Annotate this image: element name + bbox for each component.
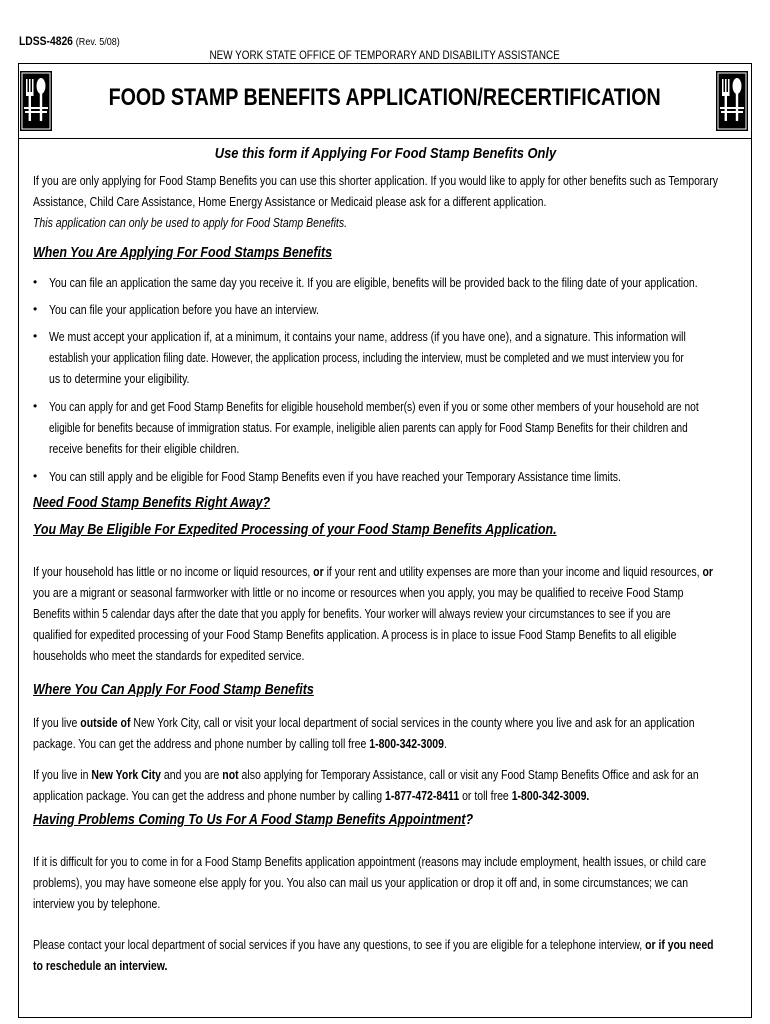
list-item-cont: establish your application filing date. However, the application process, including the interview, must be completed and we must interview you for (49, 351, 684, 365)
problems-paragraph: If it is difficult for you to come in for a Food Stamp Benefits application appointment (reasons may include employment, health issues, or child care problems), you may have someone else apply for you. You also can mail us your application or drop it off and, in some circumstances; we can interview you by telephone. (33, 855, 707, 911)
page-title: FOOD STAMP BENEFITS APPLICATION/RECERTIFICATION (108, 84, 662, 111)
list-item: You can still apply and be eligible for Food Stamp Benefits even if you have reached your Temporary Assistance time limits. (49, 470, 621, 484)
list-item-cont: us to determine your eligibility. (49, 372, 190, 386)
bullet-icon: • (33, 302, 38, 316)
problems-heading: Having Problems Coming To Us For A Food Stamp Benefits Appointment? (33, 812, 474, 828)
expedited-heading: Need Food Stamp Benefits Right Away? (33, 495, 271, 511)
intro-heading: Use this form if Applying For Food Stamp Benefits Only (214, 145, 556, 162)
bullet-icon: • (33, 275, 38, 289)
title-divider (18, 138, 752, 139)
intro-note: This application can only be used to apply for Food Stamp Benefits. (33, 216, 348, 230)
expedited-paragraph: If your household has little or no income or liquid resources, or if your rent and utility expenses are more than your income and liquid resources, or you are a migrant or seasonal farmworker with little or no income or resources when you apply, you may be qualified to receive Food Stamp Benefits within 5 calendar days after the date that you apply for benefits. Your worker will always review your circumstances to see if you are qualified for expedited processing of your Food Stamp Benefits application. A process is in place to issue Food Stamp Benefits to all eligible households who meet the standards for expedited service. (33, 565, 713, 663)
list-item-cont: eligible for benefits because of immigration status. For example, ineligible alien parents can apply for Food Stamp Benefits for their children and (49, 421, 688, 435)
agency-name: NEW YORK STATE OFFICE OF TEMPORARY AND DISABILITY ASSISTANCE (209, 50, 561, 62)
list-item: You can file your application before you have an interview. (49, 303, 319, 317)
expedited-subheading: You May Be Eligible For Expedited Processing of your Food Stamp Benefits Application. (33, 522, 557, 538)
bullet-icon: • (33, 399, 38, 413)
form-code: LDSS-4826 (19, 34, 73, 48)
list-item: You can file an application the same day you receive it. If you are eligible, benefits will be provided back to the filing date of your application. (49, 276, 698, 290)
where-paragraph-nyc: If you live in New York City and you are not also applying for Temporary Assistance, call or visit any Food Stamp Benefits Office and ask for an application package. You can get the address and phone number by calling 1-877-472-8411 or toll free 1-800-342-3009. (33, 768, 699, 803)
applying-heading: When You Are Applying For Food Stamps Benefits (33, 245, 333, 261)
bullet-icon: • (33, 469, 38, 483)
contact-paragraph: Please contact your local department of social services if you have any questions, to see if you are eligible for a telephone interview, or if you need to reschedule an interview. (33, 938, 714, 973)
form-number (19, 34, 136, 48)
bullet-icon: • (33, 329, 38, 343)
where-paragraph-outside-nyc: If you live outside of New York City, call or visit your local department of social services in the county where you live and ask for an application package. You can get the address and phone number by calling toll free 1-800-342-3009. (33, 716, 695, 751)
list-item: We must accept your application if, at a minimum, it contains your name, address (if you have one), and a signature. This information will (49, 330, 686, 344)
list-item-cont: receive benefits for their eligible children. (49, 442, 240, 456)
form-revision: (Rev. 5/08) (75, 36, 120, 48)
list-item: You can apply for and get Food Stamp Benefits for eligible household member(s) even if you or some other members of your household are not (49, 400, 699, 414)
intro-paragraph: If you are only applying for Food Stamp Benefits you can use this shorter application. If you would like to apply for other benefits such as Temporary Assistance, Child Care Assistance, Home Energy Assistance or Medicaid please ask for a different application. This application can only be used to apply for Food Stamp Benefits. (33, 171, 733, 234)
where-heading: Where You Can Apply For Food Stamp Benefits (33, 682, 314, 698)
